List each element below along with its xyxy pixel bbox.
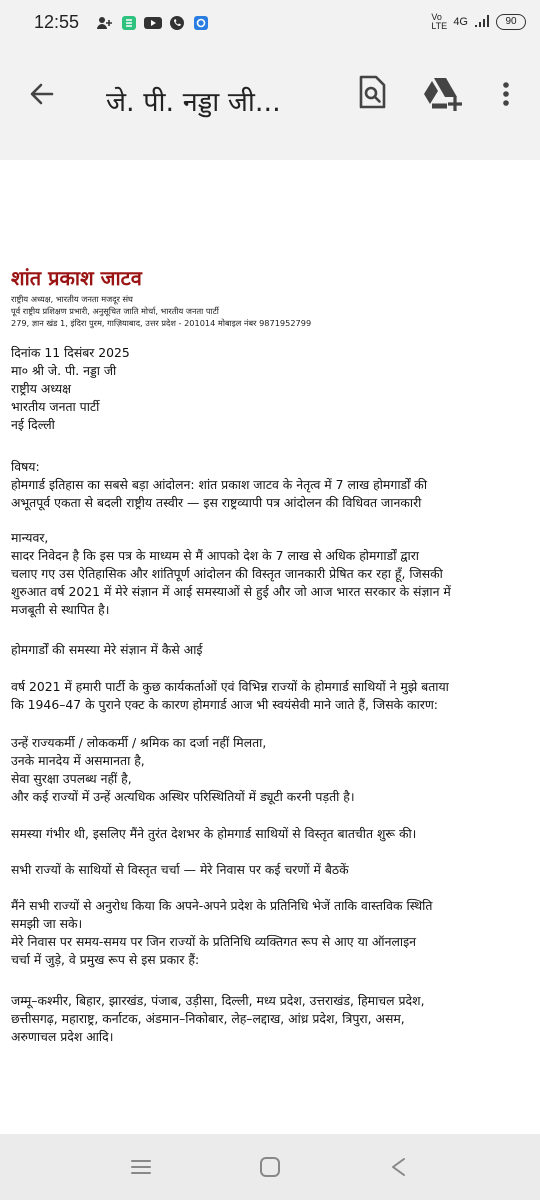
body-line: मैंने सभी राज्यों से अनुरोध किया कि अपने-अपने प्रदेश के प्रतिनिधि भेजें ताकि वास्तविक स्थिति <box>11 898 433 913</box>
back-button[interactable] <box>22 74 62 114</box>
signal-icon <box>474 14 490 31</box>
back-nav-button[interactable] <box>384 1154 414 1180</box>
body-line: अरुणाचल प्रदेश आदि। <box>11 1029 114 1044</box>
body-line: जम्मू–कश्मीर, बिहार, झारखंड, पंजाब, उड़ीसा, दिल्ली, मध्य प्रदेश, उत्तराखंड, हिमाचल प्रदेश, <box>11 993 425 1008</box>
find-in-page-icon <box>352 72 392 112</box>
letterhead-line: राष्ट्रीय अध्यक्ष, भारतीय जनता मजदूर संघ <box>11 294 133 304</box>
document-viewer[interactable] <box>0 160 540 1134</box>
body-line: छत्तीसगढ़, महाराष्ट्र, कर्नाटक, अंडमान–निकोबार, लेह–लद्दाख, आंध्र प्रदेश, त्रिपुरा, असम, <box>11 1011 405 1026</box>
section-heading <box>11 641 531 659</box>
recipient-title: राष्ट्रीय अध्यक्ष <box>11 381 72 396</box>
recipient-org: भारतीय जनता पार्टी <box>11 399 100 414</box>
body-line: शुरुआत वर्ष 2021 में मेरे संज्ञान में आई समस्याओं से हुई और जो आज भारत सरकार के संज्ञान में <box>11 584 451 599</box>
subject-line: अभूतपूर्व एकता से बदली राष्ट्रीय तस्वीर — इस राष्ट्रव्यापी पत्र आंदोलन की विधिवत जानकारी <box>11 495 422 510</box>
section-heading <box>11 861 531 879</box>
body-line: मेरे निवास पर समय-समय पर जिन राज्यों के प्रतिनिधि व्यक्तिगत रूप से आए या ऑनलाइन <box>11 934 417 949</box>
heading-text: सभी राज्यों के साथियों से विस्तृत चर्चा — मेरे निवास पर कई चरणों में बैठकें <box>11 862 349 877</box>
body-line: समस्या गंभीर थी, इसलिए मैंने तुरंत देशभर के होमगार्ड साथियों से विस्तृत बातचीत शुरू की। <box>11 826 417 841</box>
network-type: 4G <box>453 16 468 28</box>
body-line: वर्ष 2021 में हमारी पार्टी के कुछ कार्यकर्ताओं एवं विभिन्न राज्यों के होमगार्ड साथियों ने मुझे बताया <box>11 679 449 694</box>
add-to-drive-button[interactable] <box>420 72 464 112</box>
more-options-button[interactable] <box>494 74 518 114</box>
battery-indicator: 90 <box>496 14 526 30</box>
body-paragraph <box>11 825 531 843</box>
subject-line: होमगार्ड इतिहास का सबसे बड़ा आंदोलन: शांत प्रकाश जाटव के नेतृत्व में 7 लाख होमगार्डों की <box>11 477 428 492</box>
body-line: कि 1946–47 के पुराने एक्ट के कारण होमगार्ड आज भी स्वयंसेवी माने जाते हैं, जिसके कारण: <box>11 697 438 712</box>
body-line: मजबूती से स्थापित है। <box>11 602 110 617</box>
document-title: जे. पी. नड्डा जी... <box>106 87 281 118</box>
letterhead-name: शांत प्रकाश जाटव <box>11 266 142 290</box>
system-navigation-bar <box>0 1134 540 1200</box>
body-paragraph <box>11 897 531 969</box>
status-time: 12:55 <box>34 12 80 32</box>
body-line: समझी जा सके। <box>11 916 83 931</box>
recents-icon <box>126 1154 156 1180</box>
body-line: सादर निवेदन है कि इस पत्र के माध्यम से मैं आपको देश के 7 लाख से अधिक होमगार्डों द्वारा <box>11 548 419 563</box>
status-bar <box>0 0 540 50</box>
more-vert-icon <box>494 74 518 114</box>
date-line: दिनांक 11 दिसंबर 2025 <box>11 345 130 360</box>
app-grid-icon <box>120 14 138 32</box>
list-item: और कई राज्यों में उन्हें अत्यधिक अस्थिर परिस्थितियों में ड्यूटी करनी पड़ती है। <box>11 789 355 804</box>
salutation-block <box>11 529 531 619</box>
user-add-icon <box>96 14 114 32</box>
heading-text: होमगार्डों की समस्या मेरे संज्ञान में कैसे आई <box>11 642 203 657</box>
phone-call-icon <box>168 14 186 32</box>
back-triangle-icon <box>384 1154 414 1180</box>
arrow-left-icon <box>22 74 62 114</box>
list-item: सेवा सुरक्षा उपलब्ध नहीं है, <box>11 771 132 786</box>
address-block <box>11 344 531 434</box>
add-to-drive-icon <box>420 72 464 112</box>
volte-label: Vo LTE <box>431 12 448 31</box>
list-item: उन्हें राज्यकर्मी / लोककर्मी / श्रमिक का दर्जा नहीं मिलता, <box>11 735 267 750</box>
problem-list <box>11 734 531 806</box>
salutation: मान्यवर, <box>11 530 49 545</box>
list-item: उनके मानदेय में असमानता है, <box>11 753 145 768</box>
youtube-icon <box>144 14 162 32</box>
letterhead-line: 279, ज्ञान खंड 1, इंदिरा पुरम, गाज़ियाबाद, उत्तर प्रदेश - 201014 मोबाइल नंबर 9871952799 <box>11 318 312 328</box>
recipient-name: मा० श्री जे. पी. नड्डा जी <box>11 363 117 378</box>
app-bar <box>0 50 540 160</box>
subject-label: विषय: <box>11 459 40 474</box>
body-paragraph <box>11 678 531 714</box>
body-line: चलाए गए उस ऐतिहासिक और शांतिपूर्ण आंदोलन की विस्तृत जानकारी प्रेषित कर रहा हूँ, जिसकी <box>11 566 443 581</box>
find-in-document-button[interactable] <box>352 72 392 112</box>
notification-icons <box>96 14 210 32</box>
home-icon <box>255 1154 285 1180</box>
recent-apps-button[interactable] <box>126 1154 156 1180</box>
subject-block <box>11 458 531 512</box>
recipient-city: नई दिल्ली <box>11 417 55 432</box>
states-paragraph <box>11 992 531 1046</box>
letterhead-line: पूर्व राष्ट्रीय प्रशिक्षण प्रभारी, अनुसूचित जाति मोर्चा, भारतीय जनता पार्टी <box>11 306 219 316</box>
system-status <box>431 13 526 31</box>
home-button[interactable] <box>255 1154 285 1180</box>
body-line: चर्चा में जुड़े, वे प्रमुख रूप से इस प्रकार हैं: <box>11 952 200 967</box>
app-badge-icon <box>192 14 210 32</box>
